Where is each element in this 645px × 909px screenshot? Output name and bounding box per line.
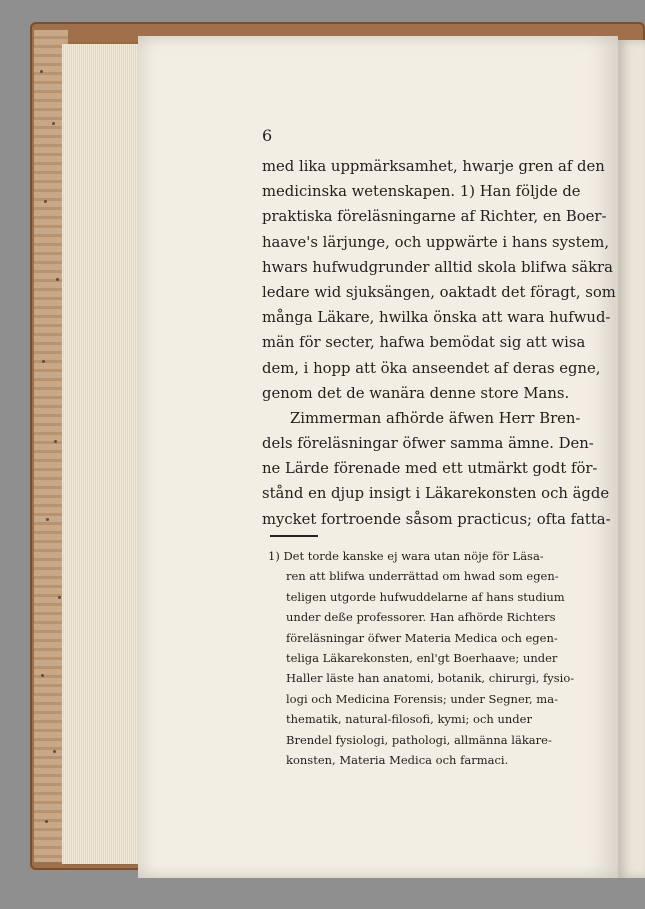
footnote-line: 1) Det torde kanske ej wara utan nöje för Läsa- <box>268 549 544 563</box>
speckle <box>41 674 44 677</box>
body-line: genom det de wanära denne store Mans. <box>262 384 570 402</box>
speckle <box>53 750 56 753</box>
speckle <box>56 278 59 281</box>
body-line: medicinska wetenskapen. 1) Han följde de <box>262 183 581 201</box>
footnote-line: konsten, Materia Medica och farmaci. <box>286 752 509 767</box>
body-line: med lika uppmärksamhet, hwarje gren af den <box>262 158 605 175</box>
body-line: dels föreläsningar öfwer samma ämne. Den- <box>262 435 594 453</box>
speckle <box>58 596 61 599</box>
footnote-line: logi och Medicina Forensis; under Segner, ma- <box>286 691 558 706</box>
speckle <box>44 200 47 203</box>
speckle <box>40 70 43 73</box>
body-line: hwars hufwudgrunder alltid skola blifwa säkra <box>262 258 613 276</box>
footnote-line: föreläsningar öfwer Materia Medica och egen- <box>286 630 558 645</box>
body-line: praktiska föreläsningarne af Richter, en Boer- <box>262 208 607 226</box>
body-line: ledare wid sjuksängen, oaktadt det föragt, som <box>262 283 616 301</box>
speckle <box>54 440 57 443</box>
speckle <box>42 360 45 363</box>
body-line: män för secter, hafwa bemödat sig att wisa <box>262 334 586 352</box>
footnote-line: Haller läste han anatomi, botanik, chirurgi, fysio- <box>286 671 575 686</box>
body-line: haave's lärjunge, och uppwärte i hans system, <box>262 233 610 251</box>
body-line: många Läkare, hwilka önska att wara hufwud- <box>262 309 611 327</box>
body-line: ne Lärde förenade med ett utmärkt godt för- <box>262 460 598 478</box>
body-line: dem, i hopp att öka anseendet af deras egne, <box>262 359 601 377</box>
footnote-line: Brendel fysiologi, pathologi, allmänna läkare- <box>286 732 552 747</box>
footnote-line: thematik, natural-filosofi, kymi; och under <box>286 712 532 727</box>
footnote-line: teliga Läkarekonsten, enl'gt Boerhaave; under <box>286 650 558 665</box>
body-text <box>262 154 616 532</box>
footnote-line: ren att blifwa underrättad om hwad som egen- <box>286 569 559 584</box>
body-line: mycket fortroende såsom practicus; ofta fatta- <box>262 510 611 528</box>
page-stack <box>62 44 140 864</box>
footnote-line: teligen utgorde hufwuddelarne af hans studium <box>286 589 565 604</box>
footnote <box>268 546 604 770</box>
speckle <box>52 122 55 125</box>
body-line: Zimmerman afhörde äfwen Herr Bren- <box>290 409 581 427</box>
footnote-line: under deße professorer. Han afhörde Richters <box>286 610 556 625</box>
page-number: 6 <box>262 126 273 145</box>
body-line: stånd en djup insigt i Läkarekonsten och ägde <box>262 485 610 503</box>
footnote-rule <box>270 535 318 537</box>
speckle <box>46 518 49 521</box>
speckle <box>45 820 48 823</box>
right-page-edge <box>618 40 645 878</box>
